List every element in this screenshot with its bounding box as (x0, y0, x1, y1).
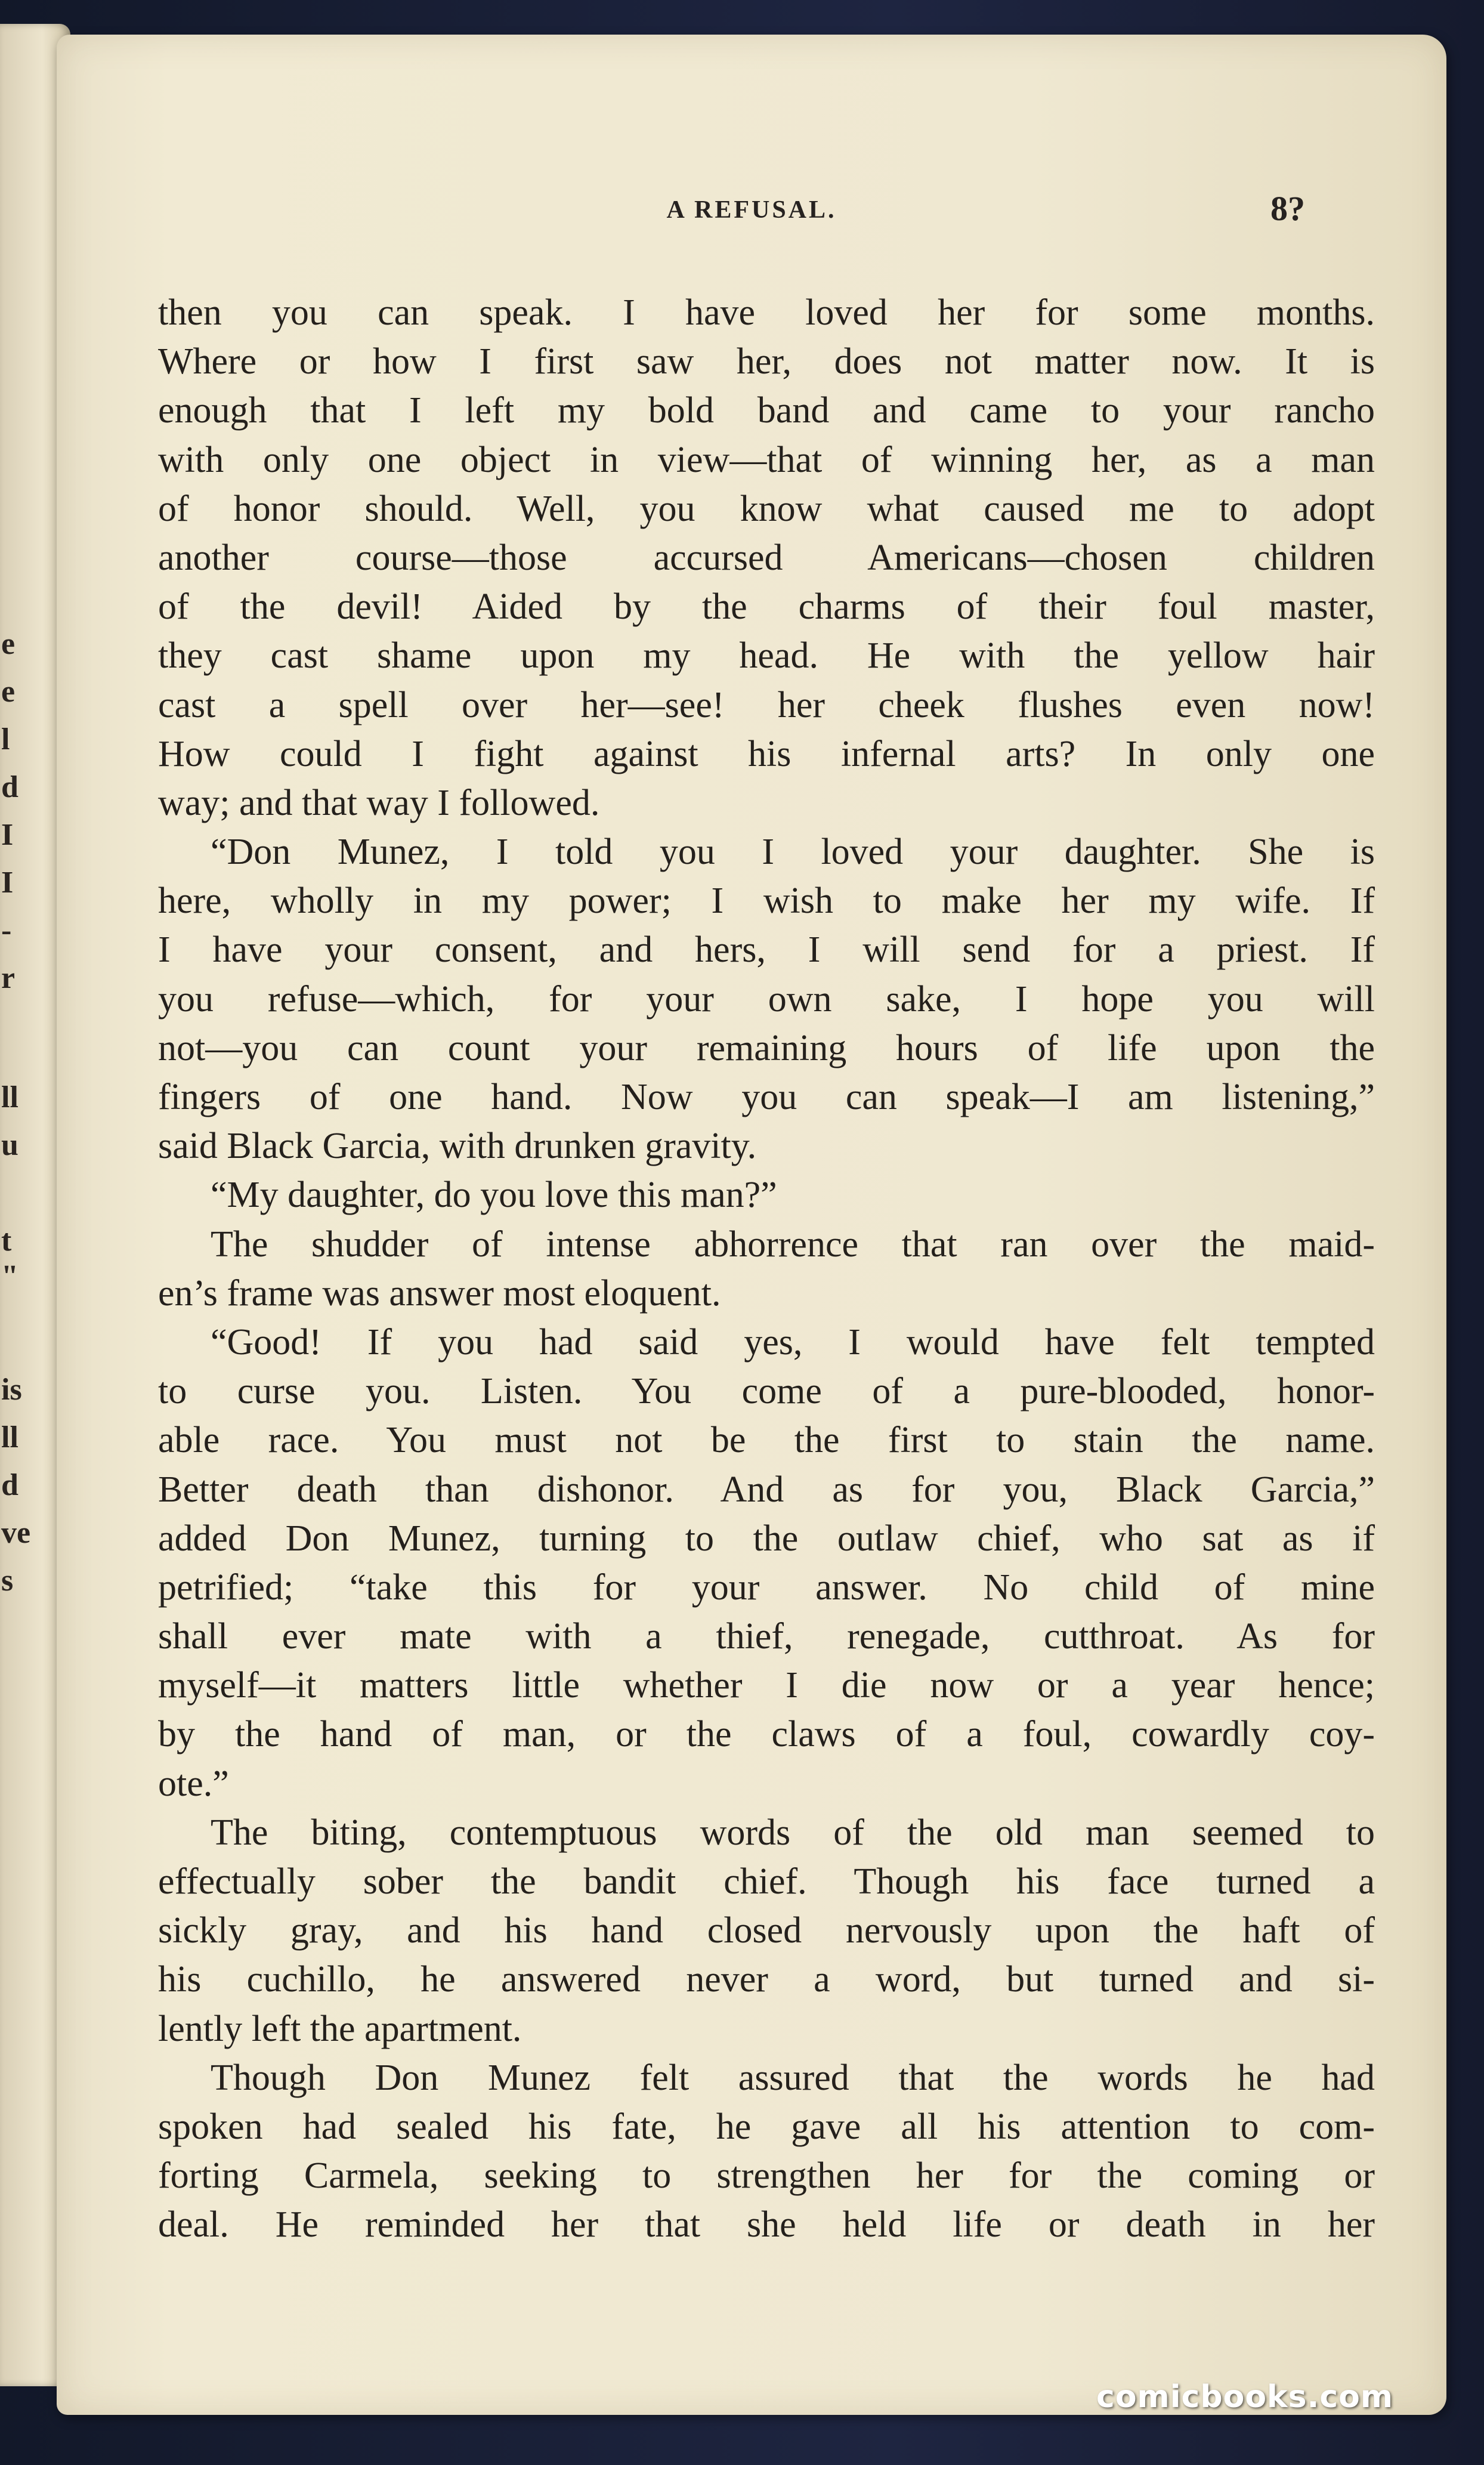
previous-page-fragment: r (1, 961, 16, 995)
text-line: lently left the apartment. (158, 2008, 522, 2049)
text-line: forting Carmela, seeking to strengthen her for the coming or (158, 2155, 1375, 2197)
text-line: Where or how I first saw her, does not matter now. It is (158, 341, 1375, 382)
text-line: fingers of one hand. Now you can speak—I am listening,” (158, 1077, 1375, 1117)
text-line: Though Don Munez felt assured that the words he had (211, 2057, 1375, 2098)
page-number: 8? (1270, 189, 1305, 228)
text-line: then you can speak. I have loved her for some months. (158, 292, 1375, 333)
text-line: of honor should. Well, you know what caused me to adopt (158, 488, 1375, 529)
text-line: enough that I left my bold band and came to your rancho (158, 390, 1375, 431)
previous-page-fragment: t (1, 1224, 12, 1258)
text-line: The shudder of intense abhorrence that ran over the maid- (211, 1224, 1375, 1265)
text-line: en’s frame was answer most eloquent. (158, 1272, 721, 1314)
watermark: comicbooks.com (1096, 2379, 1394, 2415)
previous-page-fragment: u (1, 1128, 18, 1162)
previous-page-fragment: ll (1, 1080, 18, 1114)
body-text (158, 288, 1375, 2250)
text-line: not—you can count your remaining hours of life upon the (158, 1027, 1375, 1068)
previous-page-fragment: is (1, 1373, 22, 1407)
text-line: able race. You must not be the first to stain the name. (158, 1420, 1375, 1461)
previous-page-fragment: " (1, 1259, 18, 1293)
text-line: by the hand of man, or the claws of a foul, cowardly coy- (158, 1714, 1375, 1755)
text-line: said Black Garcia, with drunken gravity. (158, 1126, 757, 1167)
text-line: “My daughter, do you love this man?” (211, 1175, 777, 1216)
previous-page-fragment: ve (1, 1516, 31, 1550)
previous-page-fragment: I (1, 866, 14, 900)
previous-page-fragment: e (1, 675, 16, 709)
text-line: way; and that way I followed. (158, 782, 600, 823)
text-line: sickly gray, and his hand closed nervously upon the haft of (158, 1910, 1375, 1951)
text-line: with only one object in view—that of winning her, as a man (158, 439, 1375, 480)
text-line: I have your consent, and hers, I will send for a priest. If (158, 929, 1375, 971)
previous-page-fragment: d (1, 1468, 18, 1502)
text-line: “Good! If you had said yes, I would have felt tempted (211, 1321, 1375, 1363)
text-line: deal. He reminded her that she held life or death in her (158, 2204, 1375, 2245)
text-line: of the devil! Aided by the charms of their foul master, (158, 586, 1375, 628)
previous-page-fragment: d (1, 770, 18, 804)
previous-page-fragment: ll (1, 1420, 18, 1454)
book-page (57, 35, 1446, 2415)
text-line: petrified; “take this for your answer. No child of mine (158, 1567, 1375, 1608)
text-line: effectually sober the bandit chief. Though his face turned a (158, 1861, 1375, 1902)
text-line: “Don Munez, I told you I loved your daughter. She is (211, 832, 1375, 873)
text-line: Better death than dishonor. And as for you, Black Garcia,” (158, 1469, 1375, 1510)
text-line: ote.” (158, 1763, 229, 1804)
previous-page-fragment: - (1, 913, 12, 947)
text-line: you refuse—which, for your own sake, I hope you will (158, 978, 1375, 1020)
text-line: another course—those accursed Americans—chosen children (158, 537, 1375, 578)
text-line: spoken had sealed his fate, he gave all his attention to com- (158, 2106, 1375, 2147)
text-line: added Don Munez, turning to the outlaw chief, who sat as if (158, 1518, 1375, 1559)
text-line: The biting, contemptuous words of the old man seemed to (211, 1812, 1375, 1853)
text-line: his cuchillo, he answered never a word, but turned and si- (158, 1959, 1375, 2000)
previous-page-fragment: s (1, 1564, 14, 1598)
previous-page-fragment: l (1, 722, 10, 756)
text-line: to curse you. Listen. You come of a pure-blooded, honor- (158, 1371, 1375, 1412)
text-line: cast a spell over her—see! her cheek flushes even now! (158, 684, 1375, 725)
text-line: they cast shame upon my head. He with the yellow hair (158, 635, 1375, 677)
text-line: shall ever mate with a thief, renegade, cutthroat. As for (158, 1616, 1375, 1657)
previous-page-fragment: I (1, 818, 14, 852)
running-head: A REFUSAL. (666, 196, 837, 224)
previous-page-fragment: e (1, 627, 16, 661)
text-line: myself—it matters little whether I die now or a year hence; (158, 1665, 1375, 1706)
text-line: How could I fight against his infernal arts? In only one (158, 733, 1375, 774)
text-line: here, wholly in my power; I wish to make her my wife. If (158, 881, 1375, 922)
